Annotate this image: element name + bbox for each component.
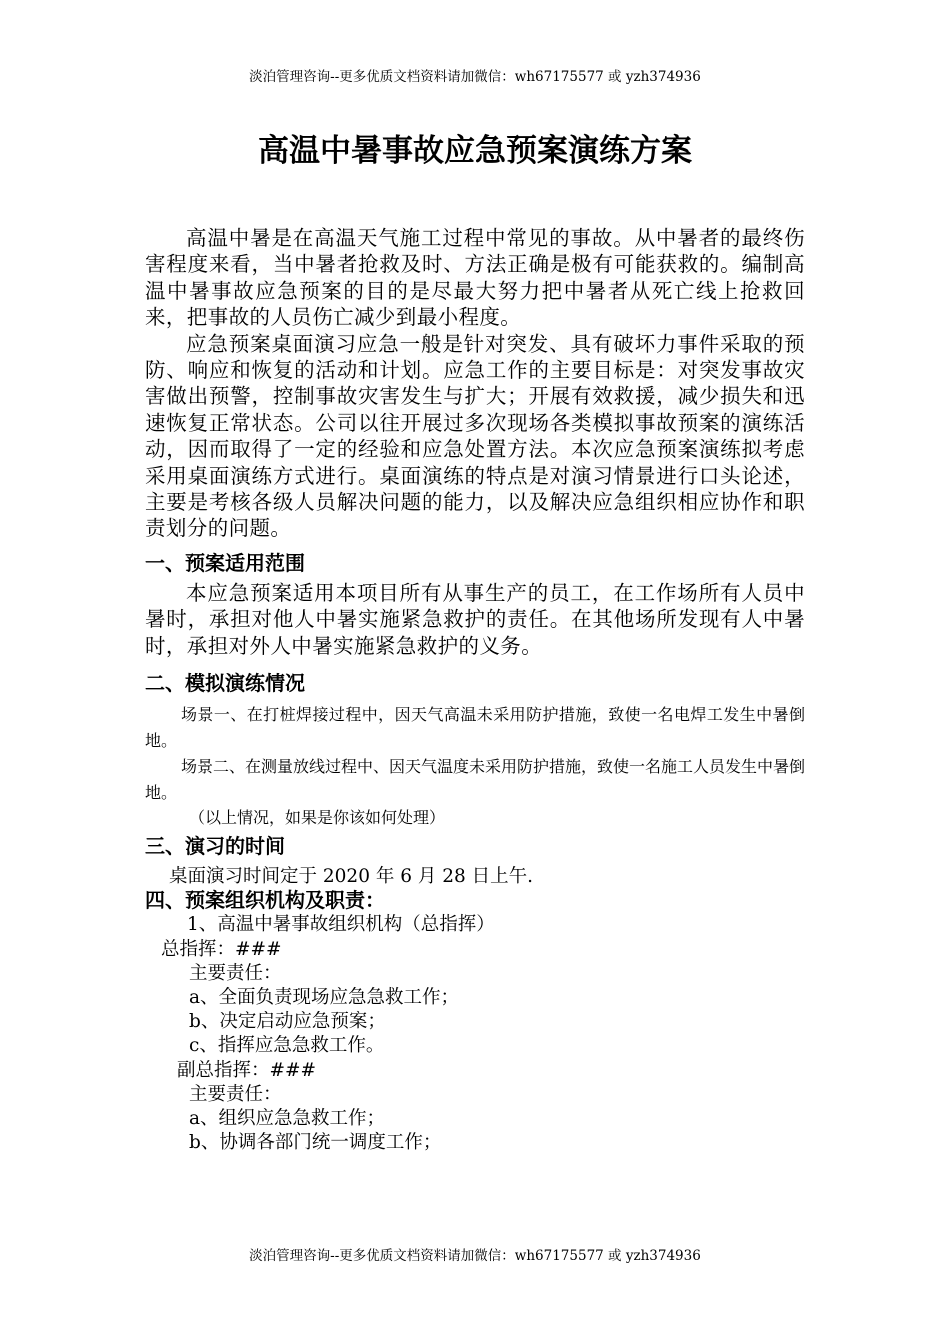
document-body [145,225,805,1155]
page-footer: 淡泊管理咨询--更多优质文档资料请加微信：wh67175577 或 yzh374936 [249,1248,701,1264]
section-2-heading: 二、模拟演练情况 [145,671,305,696]
duty-label-2: 主要责任： [189,1083,282,1105]
page-header: 淡泊管理咨询--更多优质文档资料请加微信：wh67175577 或 yzh374936 [249,69,701,85]
duty-1b: b、决定启动应急预案； [189,1011,386,1033]
duty-2a: a、组织应急急救工作； [189,1107,386,1129]
scene-1-text: 场景一、在打桩焊接过程中，因天气高温未采用防护措施，致使一名电焊工发生中暑倒地。 [145,705,805,751]
scene-note: （以上情况，如果是你该如何处理） [189,808,446,828]
duty-2b: b、协调各部门统一调度工作； [189,1132,442,1154]
duty-1c: c、指挥应急急救工作。 [189,1035,385,1057]
commander-line: 总指挥：### [161,938,282,960]
document-title: 高温中暑事故应急预案演练方案 [258,133,692,169]
section-1-heading: 一、预案适用范围 [145,550,305,575]
section-3-heading: 三、演习的时间 [145,834,285,859]
deputy-commander-line: 副总指挥：### [177,1059,317,1081]
org-title: 1、高温中暑事故组织机构（总指挥） [187,914,495,936]
intro-paragraph-2: 应急预案桌面演习应急一般是针对突发、具有破坏力事件采取的预防、响应和恢复的活动和计划。应急工作的主要目标是：对突发事故灾害做出预警，控制事故灾害发生与扩大；开展有效救援，减少损失和迅速恢复正常状态。公司以往开展过多次现场各类模拟事故预案的演练活动，因而取得了一定的经验和应急处置方法。本次应急预案演练拟考虑采用桌面演练方式进行。桌面演练的特点是对演习情景进行口头论述，主要是考核各级人员解决问题的能力，以及解决应急组织相应协作和职责划分的问题。 [145,331,805,541]
section-1-text: 本应急预案适用本项目所有从事生产的员工，在工作场所有人员中暑时，承担对他人中暑实施紧急救护的责任。在其他场所发现有人中暑时，承担对外人中暑实施紧急救护的义务。 [145,580,805,658]
scene-2-text: 场景二、在测量放线过程中、因天气温度未采用防护措施，致使一名施工人员发生中暑倒地。 [145,757,806,803]
duty-1a: a、全面负责现场应急急救工作； [189,986,460,1008]
duty-label-1: 主要责任： [189,962,282,984]
section-4-heading: 四、预案组织机构及职责： [145,888,385,913]
drill-time-text: 桌面演习时间定于 2020 年 6 月 28 日上午. [169,866,534,888]
intro-paragraph-1: 高温中暑是在高温天气施工过程中常见的事故。从中暑者的最终伤害程度来看，当中暑者抢救及时、方法正确是极有可能获救的。编制高温中暑事故应急预案的目的是尽最大努力把中暑者从死亡线上抢救回来，把事故的人员伤亡减少到最小程度。 [145,226,805,330]
